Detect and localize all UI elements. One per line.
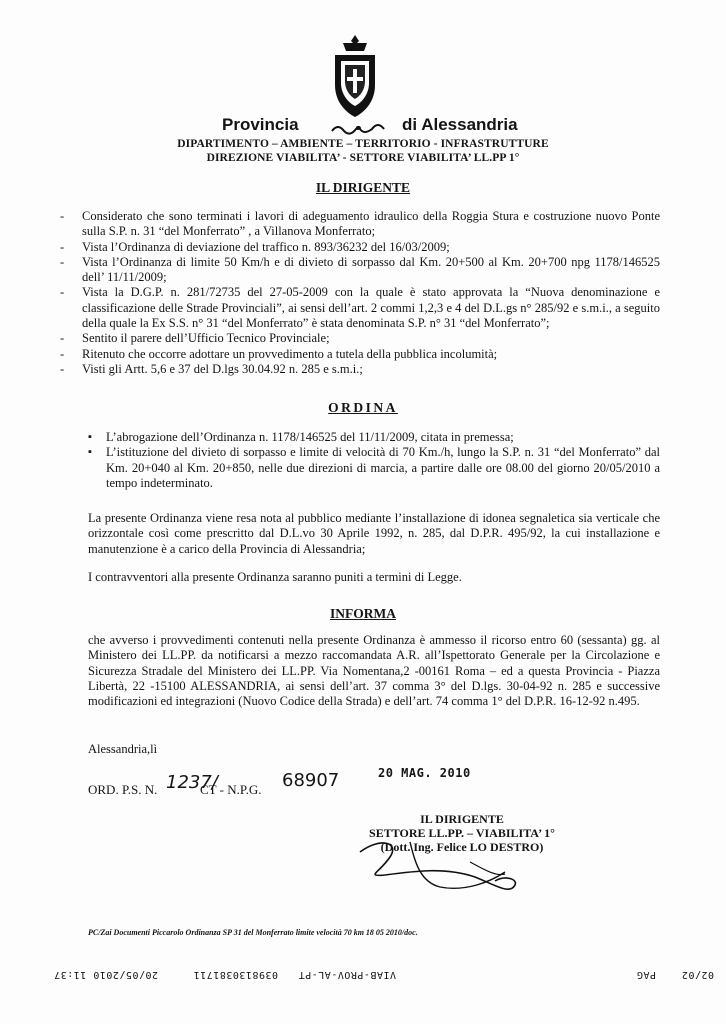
- ordina-heading: ORDINA: [328, 400, 398, 415]
- list-item: ▪ L’istituzione del divieto di sorpasso e limite di velocità di 70 Km./h, lungo la S.P. n. 31 “del Monferrato” dal Km. 20+040 al Km. 20+850, nelle due direzioni di marcia, a partire dalle ore 08.00 del giorno 20/05/2010 a tempo indeterminato.: [88, 445, 660, 491]
- file-path-footer: PC/Zai Documenti Piccarolo Ordinanza SP 31 del Monferrato limite velocità 70 km 18 05 2010/doc.: [88, 928, 418, 937]
- department-line: DIPARTIMENTO – AMBIENTE – TERRITORIO - INFRASTRUTTURE: [177, 138, 549, 150]
- alessandria-label: di Alessandria: [402, 115, 518, 134]
- list-item: - Considerato che sono terminati i lavori di adeguamento idraulico della Roggia Stura e costruzione nuovo Ponte sulla S.P. n. 31 “del Monferrato” , a Villanova Monferrato;: [60, 209, 660, 240]
- date-stamp: 20 MAG. 2010: [378, 766, 471, 780]
- npg-number: 68907: [282, 770, 340, 791]
- fax-sender: VIAB-PROV-AL-PT: [298, 969, 396, 980]
- provincia-label: Provincia: [222, 115, 299, 134]
- list-item: - Vista la D.G.P. n. 281/72735 del 27-05-2009 con la quale è stato approvata la “Nuova denominazione e classificazione delle Strade Provinciali”, ai sensi dell’art. 2 commi 1,2,3 e 4 del D.L.gs n° 285/92 e s.m.i., a seguito della quale la Ex S.S. n° 31 “del Monferrato” è stata denominata S.P. n° 31 “del Monferrato”;: [60, 285, 660, 331]
- ord-number: 1237/: [166, 772, 218, 793]
- considerations-list: [60, 209, 660, 377]
- protocol-line: [88, 766, 548, 810]
- list-item: - Visti gli Artt. 5,6 e 37 del D.lgs 30.04.92 n. 285 e s.m.i.;: [60, 362, 660, 377]
- ornament-icon: [330, 123, 386, 135]
- handwritten-signature-icon: [350, 832, 530, 892]
- notice-paragraph: La presente Ordinanza viene resa nota al pubblico mediante l’installazione di idonea segnaletica sia verticale che orizzontale così come prescritto dal D.L.vo 30 Aprile 1992, n. 285, dal D.P.R. 495/92, la cui installazione e manutenzione è a carico della Provincia di Alessandria;: [88, 511, 660, 556]
- informa-paragraph: che avverso i provvedimenti contenuti nella presente Ordinanza è ammesso il ricorso entro 60 (sessanta) gg. al Ministero dei LL.PP. da notificarsi a mezzo raccomandata A.R. all’Ispettorato Generale per la Circolazione e Sicurezza Stradale del Ministero dei LL.PP. Via Nomentana,2 -00161 Roma – ed a questa Provincia - Piazza Libertà, 22 -15100 ALESSANDRIA, ai sensi dell’art. 37 comma 3° del D.lgs. 30-04-92 n. 285 e successive modificazioni ed integrazioni (Nuovo Codice della Strada) e dell’art. 74 comma 1° del D.P.R. 16-12-92 n.495.: [88, 633, 660, 709]
- informa-heading: INFORMA: [330, 606, 396, 621]
- signer-title: IL DIRIGENTE: [420, 812, 504, 826]
- fax-page-label: PAG: [636, 969, 656, 980]
- list-item: - Vista l’Ordinanza di deviazione del traffico n. 893/36232 del 16/03/2009;: [60, 240, 660, 255]
- signer-name: (Dott. Ing. Felice LO DESTRO): [380, 840, 544, 854]
- list-item: - Ritenuto che occorre adottare un provvedimento a tutela della pubblica incolumità;: [60, 347, 660, 362]
- ordina-list: [88, 430, 660, 491]
- fax-number: 0398130381711: [193, 969, 278, 980]
- direction-line: DIREZIONE VIABILITA’ - SETTORE VIABILITA’ LL.PP 1°: [206, 152, 520, 164]
- province-coat-of-arms-icon: [325, 33, 385, 123]
- list-item: ▪ L’abrogazione dell’Ordinanza n. 1178/146525 del 11/11/2009, citata in premessa;: [88, 430, 660, 445]
- penalty-paragraph: I contravventori alla presente Ordinanza saranno puniti a termini di Legge.: [88, 570, 462, 584]
- document-title: IL DIRIGENTE: [315, 180, 411, 195]
- province-name: [0, 115, 726, 139]
- list-item: - Sentito il parere dell’Ufficio Tecnico Provinciale;: [60, 331, 660, 346]
- fax-header-upside-down: [0, 964, 726, 986]
- fax-datetime: 20/05/2010 11:37: [53, 969, 158, 980]
- ord-label: ORD. P.S. N.: [88, 782, 158, 797]
- npg-label: CT - N.P.G.: [200, 782, 262, 797]
- place-date-line: Alessandria,lì: [88, 742, 158, 756]
- list-item: - Vista l’Ordinanza di limite 50 Km/h e di divieto di sorpasso dal Km. 20+500 al Km. 20+700 npg 1178/146525 dell’ 11/11/2009;: [60, 255, 660, 286]
- fax-page: 02/02: [681, 969, 714, 980]
- signer-office: SETTORE LL.PP. – VIABILITA’ 1°: [369, 826, 555, 840]
